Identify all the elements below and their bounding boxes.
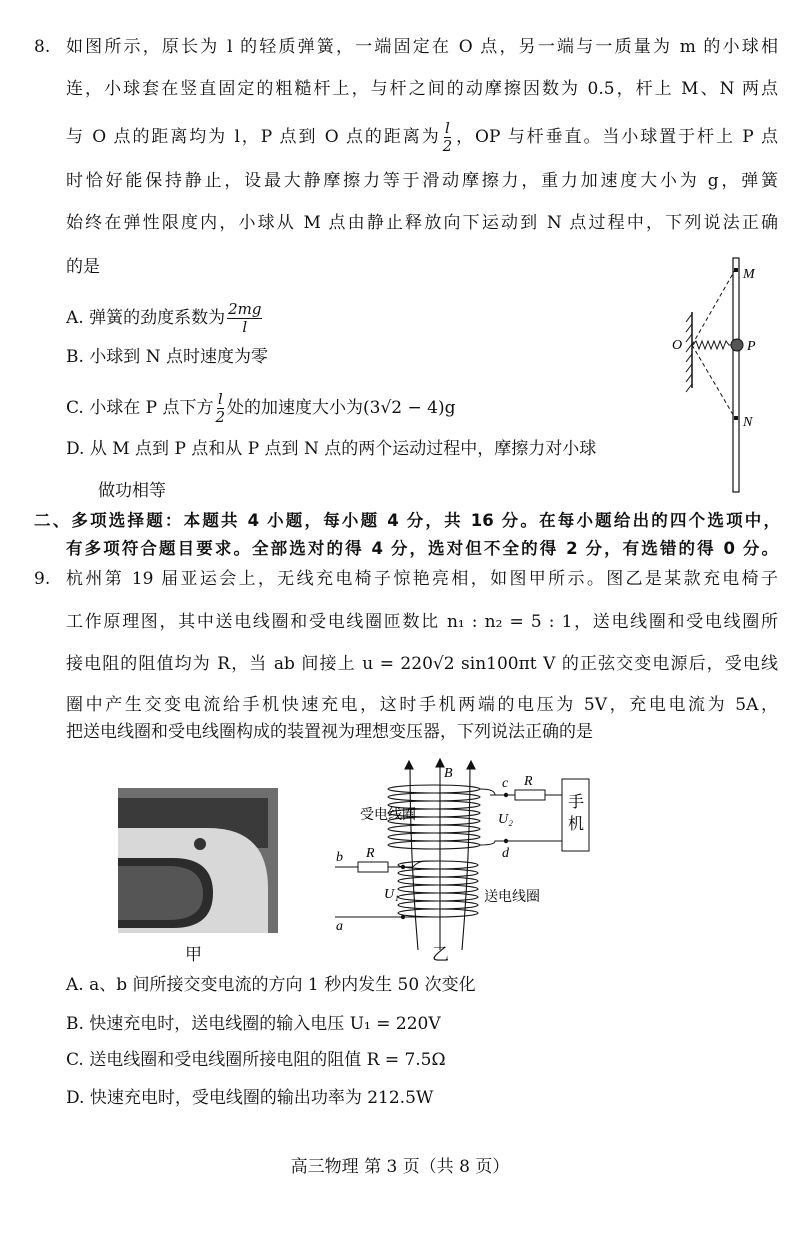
question-text-line: 如图所示，原长为 l 的轻质弹簧，一端固定在 O 点，另一端与一质量为 m 的小球相 [66,37,778,57]
wireless-charging-circuit [330,755,610,965]
question-text-line: 的是 [66,257,100,277]
text: ，OP 与杆垂直。当小球置于杆上 P 点 [454,127,778,147]
label-m: M [743,267,755,282]
question-text-line: 始终在弹性限度内，小球从 M 点由静止释放向下运动到 N 点过程中，下列说法正确 [66,213,778,233]
spring-rod-figure [660,252,770,497]
resistor-top [515,790,545,800]
rod [733,258,739,492]
question-text-line: 圈中产生交变电流给手机快速充电，这时手机两端的电压为 5V，充电电流为 5A， [66,695,778,715]
label-o: O [672,338,683,353]
label-a: a [336,919,343,934]
resistor-left [358,862,388,872]
magnetic-field-lines [405,759,475,950]
question-text-line [66,120,778,155]
dashed-line-on [692,345,735,418]
phone-text: 手 [568,794,585,811]
label-u1: U₁ [384,887,399,902]
option-text: C. 小球在 P 点下方 [66,398,214,418]
spring [693,341,732,349]
ball [731,339,743,351]
option-b: B. 快速充电时，送电线圈的输入电压 U₁ = 220V [66,1014,441,1034]
page-footer: 高三物理 第 3 页（共 8 页） [290,1157,510,1177]
denominator: l [242,318,248,336]
label-u2: U₂ [498,812,513,827]
section-heading: 有多项符合题目要求。全部选对的得 4 分，选对但不全的得 2 分，有选错的得 0 分。 [66,539,778,558]
question-text-line: 连，小球套在竖直固定的粗糙杆上，与杆之间的动摩擦因数为 0.5，杆上 M、N 两点 [66,79,778,99]
option-d: D. 快速充电时，受电线圈的输出功率为 212.5W [66,1088,434,1108]
figure-caption-yi: 乙 [432,945,449,965]
label-p: P [747,339,756,354]
phone-box [562,779,589,851]
fraction [443,120,453,155]
fraction [215,391,225,426]
label-n: N [743,415,753,430]
fraction [227,301,262,336]
chair-photo [118,788,278,933]
numerator: l [217,390,223,408]
question-text-line: 把送电线圈和受电线圈构成的装置视为理想变压器，下列说法正确的是 [66,722,593,742]
numerator: 2mg [228,300,262,318]
question-number: 9. [34,569,51,589]
phone-text-2: 机 [568,816,585,833]
label-b: b [336,850,343,865]
option-d-continued: 做功相等 [98,481,166,501]
question-text-line: 工作原理图，其中送电线圈和受电线圈匝数比 n₁ : n₂ = 5 : 1，送电线圈和受电线圈所 [66,612,778,632]
option-d: D. 从 M 点到 P 点和从 P 点到 N 点的两个运动过程中，摩擦力对小球 [66,439,597,459]
option-a: A. a、b 间所接交变电流的方向 1 秒内发生 50 次变化 [66,975,476,995]
denominator: 2 [442,137,453,155]
option-a [66,301,264,336]
option-text: 处的加速度大小为(3√2 − 4)g [227,398,456,418]
option-b: B. 小球到 N 点时速度为零 [66,347,268,367]
label-b-field: B [444,766,453,781]
option-c [66,391,456,426]
option-c: C. 送电线圈和受电线圈所接电阻的阻值 R = 7.5Ω [66,1050,446,1070]
dashed-line-om [692,270,735,345]
section-heading: 二、多项选择题：本题共 4 小题，每小题 4 分，共 16 分。在每小题给出的四个选项中， [34,511,780,530]
label-d: d [502,846,509,861]
denominator: 2 [215,408,226,426]
text: 与 O 点的距离均为 l，P 点到 O 点的距离为 [66,127,441,147]
question-text-line: 时恰好能保持静止，设最大静摩擦力等于滑动摩擦力，重力加速度大小为 g，弹簧 [66,171,778,191]
question-text-line: 接电阻的阻值均为 R，当 ab 间接上 u = 220√2 sin100πt V 的正弦交变电源后，受电线 [66,654,778,674]
label-c: c [502,776,509,791]
question-number: 8. [34,37,51,57]
question-text-line: 杭州第 19 届亚运会上，无线充电椅子惊艳亮相，如图甲所示。图乙是某款充电椅子 [66,569,778,589]
figure-caption-jia: 甲 [185,945,202,965]
numerator: l [444,119,450,137]
option-text: A. 弹簧的劲度系数为 [66,308,226,328]
label-send-coil: 送电线圈 [484,890,540,905]
label-receive-coil: 受电线圈 [360,808,416,823]
label-r-left: R [366,846,375,861]
label-r-top: R [524,774,533,789]
